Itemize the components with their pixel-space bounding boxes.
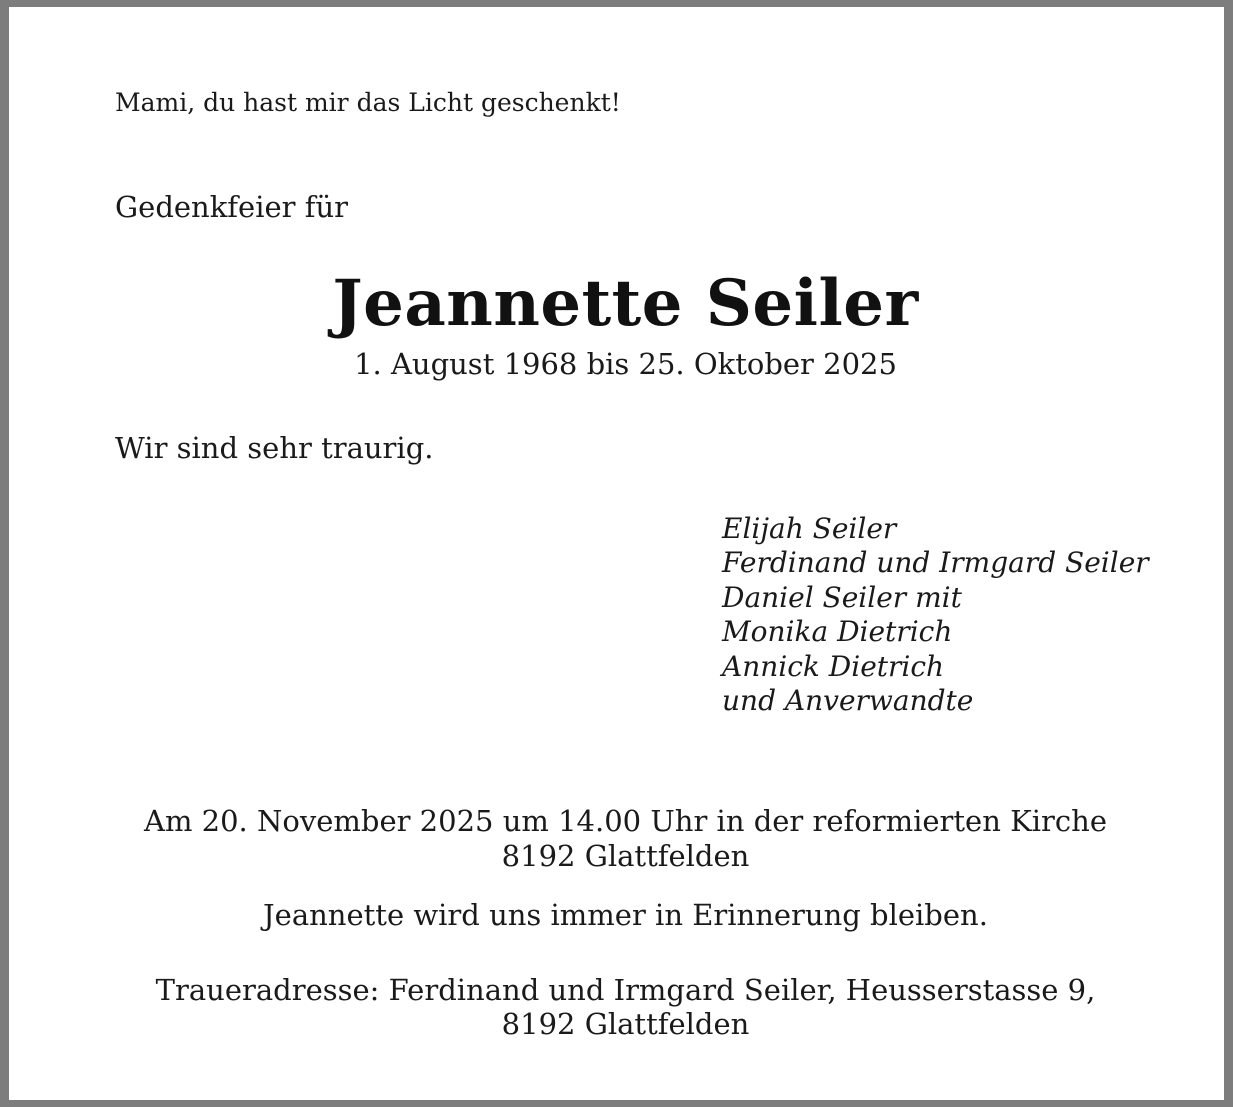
mourner-item: Ferdinand und Irmgard Seiler (722, 546, 1149, 580)
service-details: Am 20. November 2025 um 14.00 Uhr in der reformierten Kirche (144, 804, 1107, 838)
mourners-list (722, 512, 1149, 718)
mourning-address-city: 8192 Glattfelden (501, 1007, 750, 1041)
service-location: 8192 Glattfelden (501, 839, 750, 873)
mourner-item: und Anverwandte (722, 684, 974, 718)
mourner-item: Monika Dietrich (722, 615, 953, 649)
mourner-item: Elijah Seiler (722, 512, 897, 545)
deceased-name: Jeannette Seiler (332, 266, 919, 341)
intro-text: Gedenkfeier für (115, 190, 348, 224)
mourner-item: Annick Dietrich (722, 649, 945, 683)
mourner-item: Daniel Seiler mit (722, 580, 962, 614)
statement-text: Wir sind sehr traurig. (115, 431, 434, 465)
memory-text: Jeannette wird uns immer in Erinnerung bleiben. (263, 898, 988, 932)
mourning-address: Traueradresse: Ferdinand und Irmgard Seiler, Heusserstasse 9, (155, 973, 1096, 1007)
life-dates: 1. August 1968 bis 25. Oktober 2025 (354, 347, 897, 381)
motto-text: Mami, du hast mir das Licht geschenkt! (115, 88, 621, 117)
